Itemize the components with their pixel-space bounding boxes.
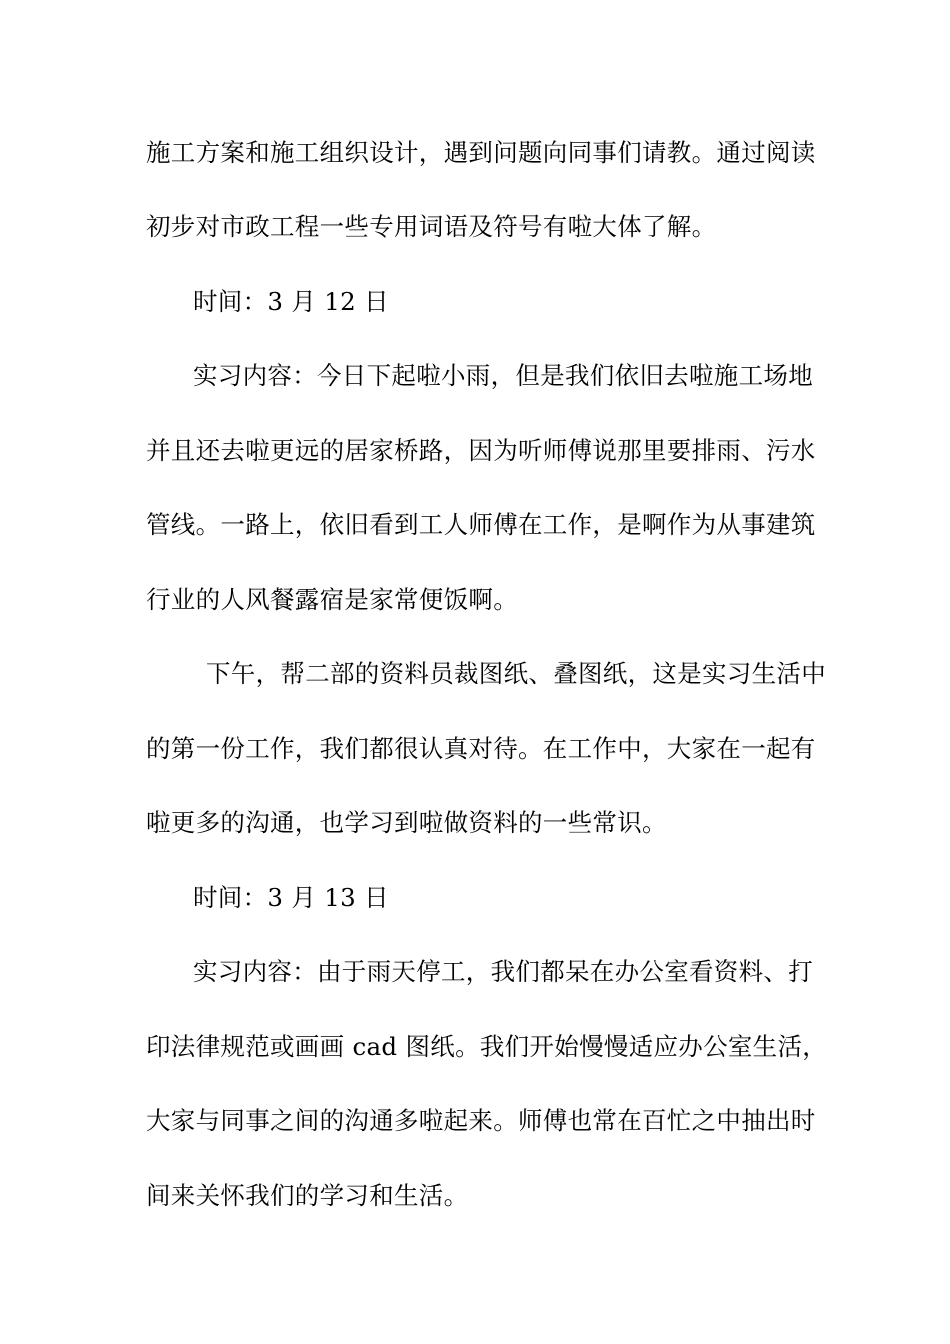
paragraph-line: 并且还去啦更远的居家桥路，因为听师傅说那里要排雨、污水: [146, 436, 816, 465]
paragraph-line: 间来关怀我们的学习和生活。: [146, 1181, 469, 1210]
paragraph-line: 下午，帮二部的资料员裁图纸、叠图纸，这是实习生活中: [206, 659, 826, 688]
paragraph-line: 印法律规范或画画 cad 图纸。我们开始慢慢适应办公室生活，: [146, 1032, 828, 1061]
date-heading: 时间：3 月 12 日: [193, 287, 389, 316]
paragraph-line: 施工方案和施工组织设计，遇到问题向同事们请教。通过阅读: [146, 138, 816, 167]
paragraph-line: 的第一份工作，我们都很认真对待。在工作中，大家在一起有: [146, 734, 816, 763]
paragraph-line: 大家与同事之间的沟通多啦起来。师傅也常在百忙之中抽出时: [146, 1106, 816, 1135]
paragraph-line: 管线。一路上，依旧看到工人师傅在工作，是啊作为从事建筑: [146, 510, 816, 539]
paragraph-line: 行业的人风餐露宿是家常便饭啊。: [146, 585, 518, 614]
paragraph-line: 实习内容：由于雨天停工，我们都呆在办公室看资料、打: [193, 957, 813, 986]
paragraph-line: 实习内容：今日下起啦小雨，但是我们依旧去啦施工场地: [193, 361, 813, 390]
date-heading: 时间：3 月 13 日: [193, 883, 389, 912]
paragraph-line: 初步对市政工程一些专用词语及符号有啦大体了解。: [146, 212, 717, 241]
paragraph-line: 啦更多的沟通，也学习到啦做资料的一些常识。: [146, 808, 667, 837]
